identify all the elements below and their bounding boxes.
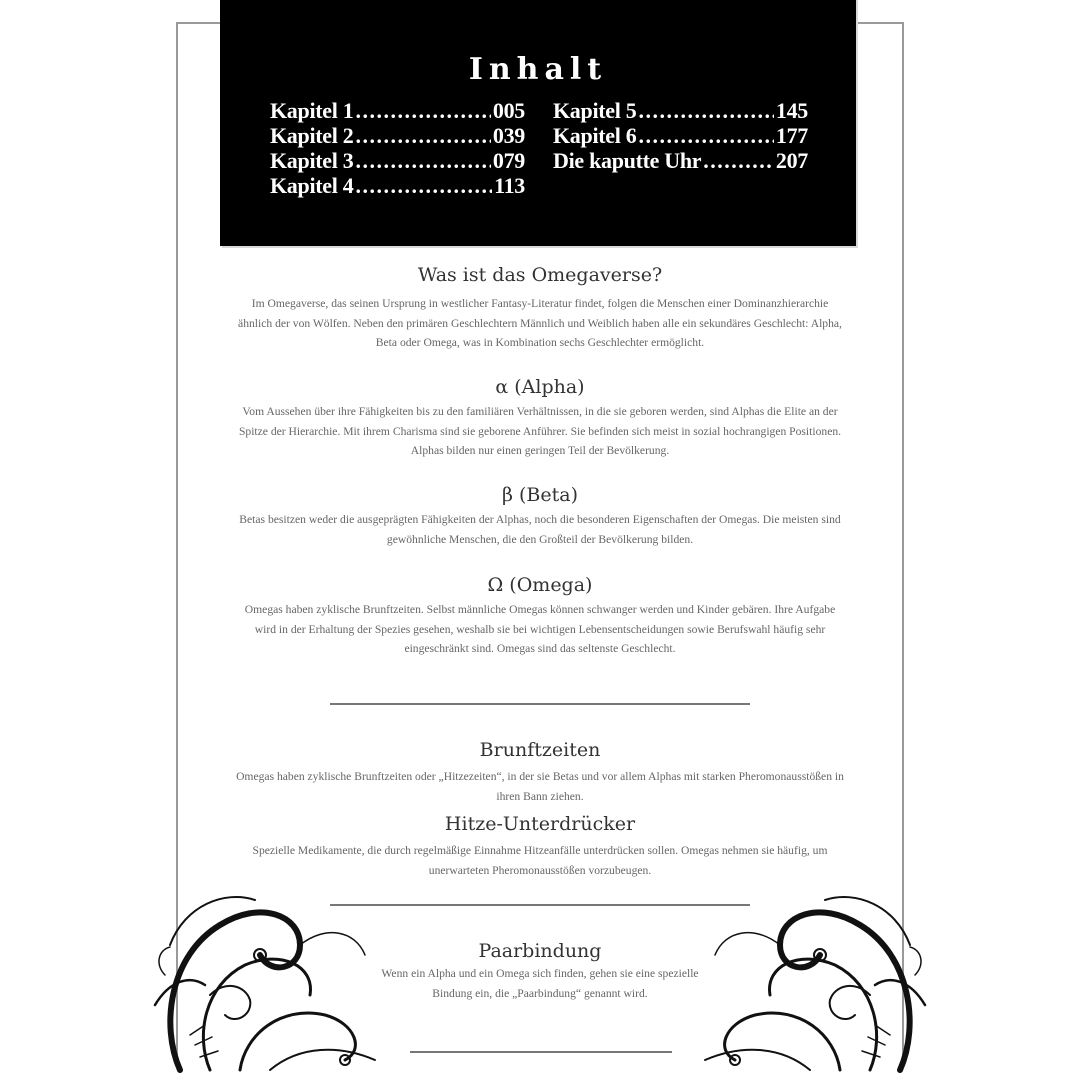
section-heading: Was ist das Omegaverse? xyxy=(417,264,663,286)
toc-leader-dots xyxy=(355,123,490,149)
toc-entry-label: Kapitel 5 xyxy=(553,98,637,123)
section-beta xyxy=(236,482,844,549)
section-heading: Brunftzeiten xyxy=(479,739,601,761)
toc-leader-dots xyxy=(638,123,773,149)
section-heading: β (Beta) xyxy=(501,484,579,506)
toc-title: Inhalt xyxy=(468,52,608,87)
toc-entry-page: 177 xyxy=(775,123,808,148)
toc-entry-page: 207 xyxy=(775,148,808,173)
toc-leader-dots xyxy=(638,98,773,124)
toc-entry[interactable] xyxy=(270,148,525,173)
toc-leader-dots xyxy=(355,148,490,174)
toc-entry-page: 005 xyxy=(492,98,525,123)
toc-leader-dots xyxy=(355,173,492,199)
toc-entry-label: Kapitel 1 xyxy=(270,98,354,123)
section-heading: α (Alpha) xyxy=(495,376,585,398)
section-brunftzeiten xyxy=(236,737,844,806)
section-divider xyxy=(330,703,750,705)
toc-entry-page: 113 xyxy=(494,173,525,198)
toc-entry-label: Die kaputte Uhr xyxy=(553,148,702,173)
floral-ornament-left-icon xyxy=(150,885,390,1075)
section-text: Spezielle Medikamente, die durch regelmäßige Einnahme Hitzeanfälle unterdrücken sollen. Omegas nehmen sie häufig, um unerwarteten Pheromonausstößen vorzubeugen. xyxy=(252,844,828,877)
toc-entry[interactable] xyxy=(553,98,808,123)
section-text: Omegas haben zyklische Brunftzeiten. Selbst männliche Omegas können schwanger werden und Kinder gebären. Ihre Aufgabe wird in der Erhaltung der Spezies gesehen, weshalb sie bei wichtigen Lebensentscheidungen sowie Berufswahl häufig sehr eingeschränkt sind. Omegas sind das seltenste Geschlecht. xyxy=(244,603,836,655)
toc-entry-label: Kapitel 4 xyxy=(270,173,354,198)
section-text: Im Omegaverse, das seinen Ursprung in westlicher Fantasy-Literatur findet, folgen die Menschen einer Dominanzhierarchie ähnlich der von Wölfen. Neben den primären Geschlechtern Männlich und Weiblich haben alle ein sekundäres Geschlecht: Alpha, Beta oder Omega, was in Kombination sechs Geschlechter ermöglicht. xyxy=(238,297,842,349)
section-paarbindung xyxy=(380,938,700,1003)
page-frame-top-left xyxy=(176,22,222,24)
section-divider xyxy=(330,904,750,906)
section-hitze-unterdruecker xyxy=(236,811,844,880)
section-divider xyxy=(410,1051,672,1053)
section-text: Vom Aussehen über ihre Fähigkeiten bis zu den familiären Verhältnissen, in die sie geboren werden, sind Alphas die Elite an der Spitze der Hierarchie. Mit ihrem Charisma sind sie geborene Anführer. Sie befinden sich meist in sozial hochrangigen Positionen. Alphas bilden nur einen geringen Teil der Bevölkerung. xyxy=(238,405,842,457)
section-heading: Hitze-Unterdrücker xyxy=(444,813,636,835)
toc-entry[interactable] xyxy=(553,148,808,173)
toc-entry-label: Kapitel 6 xyxy=(553,123,637,148)
section-text: Betas besitzen weder die ausgeprägten Fähigkeiten der Alphas, noch die besonderen Eigenschaften der Omegas. Die meisten sind gewöhnliche Menschen, die den Großteil der Bevölkerung bilden. xyxy=(239,513,841,546)
floral-ornament-right-icon xyxy=(690,885,930,1075)
section-alpha xyxy=(236,374,844,461)
toc-column-left xyxy=(270,98,525,198)
section-heading: Paarbindung xyxy=(478,940,602,962)
toc-entry-page: 039 xyxy=(492,123,525,148)
table-of-contents xyxy=(220,0,856,246)
toc-entry-page: 079 xyxy=(492,148,525,173)
toc-entry[interactable] xyxy=(270,98,525,123)
toc-entry-page: 145 xyxy=(775,98,808,123)
section-text: Wenn ein Alpha und ein Omega sich finden, gehen sie eine spezielle Bindung ein, die „Paarbindung“ genannt wird. xyxy=(381,967,699,1000)
toc-entry[interactable] xyxy=(270,123,525,148)
toc-column-right xyxy=(553,98,808,173)
section-omega xyxy=(236,572,844,659)
toc-entry-label: Kapitel 2 xyxy=(270,123,354,148)
toc-leader-dots xyxy=(703,148,774,174)
section-heading: Ω (Omega) xyxy=(487,574,593,596)
toc-entry[interactable] xyxy=(553,123,808,148)
page-frame-top-right xyxy=(858,22,904,24)
section-omegaverse xyxy=(236,262,844,353)
toc-entry[interactable] xyxy=(270,173,525,198)
toc-entry-label: Kapitel 3 xyxy=(270,148,354,173)
toc-leader-dots xyxy=(355,98,490,124)
section-text: Omegas haben zyklische Brunftzeiten oder „Hitzezeiten“, in der sie Betas und vor allem Alphas mit starken Pheromonausstößen in ihren Bann ziehen. xyxy=(236,770,844,803)
